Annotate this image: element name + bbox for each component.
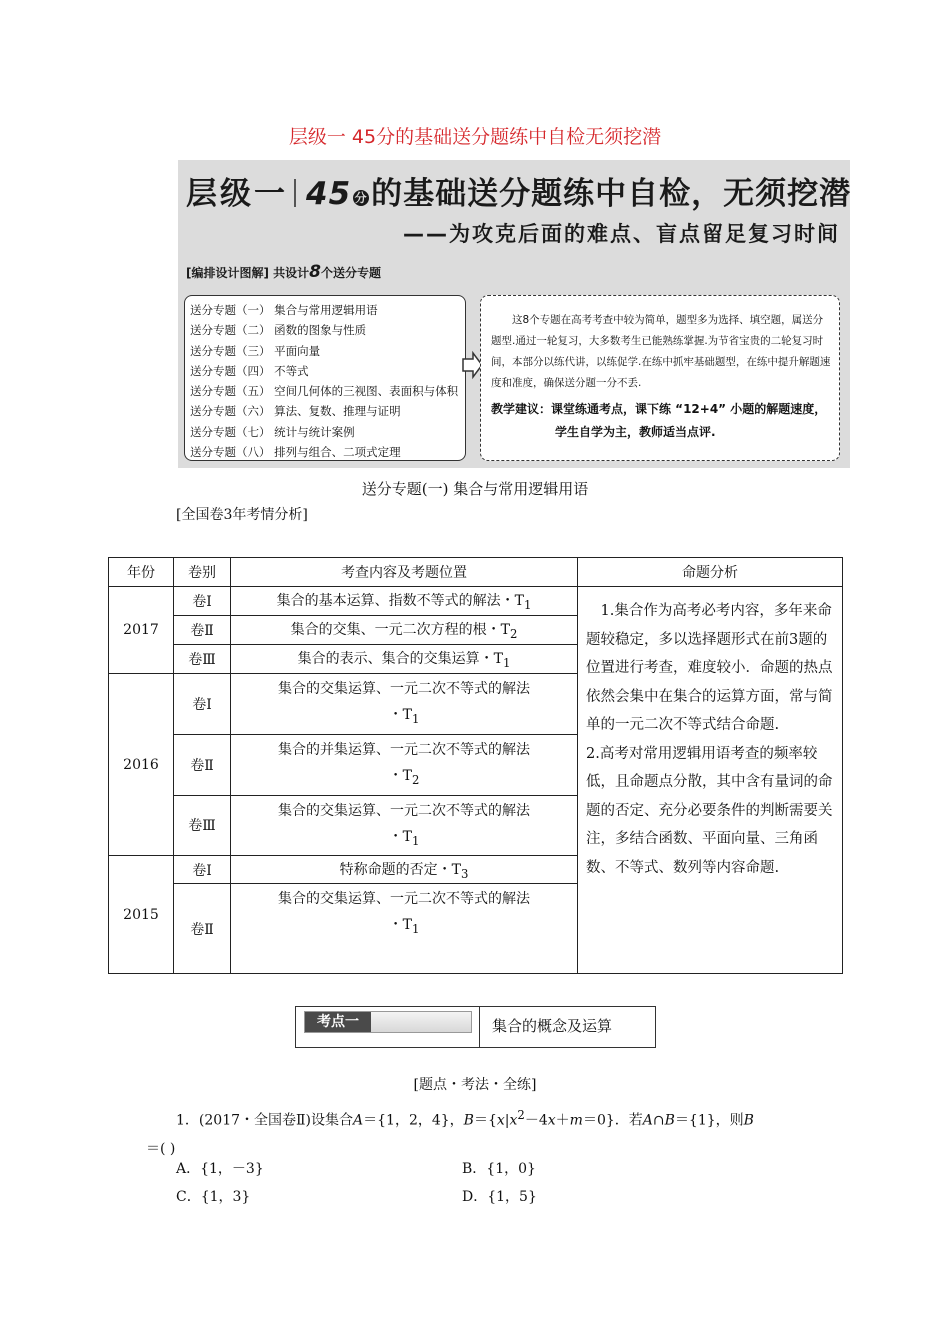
cap-sign: ∩ — [652, 1112, 665, 1129]
content-sub: 1 — [411, 922, 420, 937]
banner-subtitle: ——为攻克后面的难点、盲点留足复习时间 — [403, 222, 840, 246]
paper-cell: 卷Ⅲ — [174, 645, 231, 674]
question-source: (2017・全国卷Ⅱ)设集合 — [198, 1112, 353, 1129]
content-cell — [231, 734, 578, 795]
header-paper: 卷别 — [174, 558, 231, 587]
content-sub: 1 — [502, 655, 511, 670]
content-cell — [231, 795, 578, 856]
set-b-close: ＝0}．若 — [582, 1112, 643, 1129]
table-row — [109, 587, 843, 616]
set-a: ＝{1，2，4}， — [363, 1112, 464, 1129]
kaodian-tag — [304, 1011, 472, 1033]
content-tail: ・T — [388, 917, 412, 934]
year-cell: 2015 — [109, 856, 174, 974]
kaodian-label: 考点一 — [305, 1012, 371, 1032]
content-cell — [231, 587, 578, 616]
question-number: 1． — [176, 1112, 199, 1129]
content-tail: ・T — [388, 767, 412, 784]
banner-design-label — [186, 262, 381, 282]
kaodian-divider — [479, 1007, 480, 1047]
analysis-point-2: 2.高考对常用逻辑用语考查的频率较低，且命题点分散，其中含有量词的命题的否定、充分必要条件的判断需要关注，多结合函数、平面向量、三角函数、不等式、数列等内容命题. — [586, 745, 833, 876]
content-text: 集合的基本运算、指数不等式的解法・T — [276, 593, 524, 610]
analysis-cell — [578, 587, 843, 974]
plus-sign: ＋ — [555, 1112, 570, 1129]
question-continuation: ＝( ) — [146, 1140, 176, 1157]
var-b: B — [743, 1112, 754, 1129]
var-x: x — [547, 1112, 556, 1129]
kaodian-title: 集合的概念及运算 — [492, 1017, 613, 1035]
content-sub: 2 — [509, 626, 518, 641]
year-cell: 2017 — [109, 587, 174, 674]
topic-item: 送分专题（一） 集合与常用逻辑用语 — [190, 303, 378, 317]
topic-item: 送分专题（七） 统计与统计案例 — [190, 424, 355, 439]
advice-line-2: 学生自学为主，教师适当点评. — [555, 425, 716, 439]
content-text: 集合的交集运算、一元二次不等式的解法 — [278, 681, 530, 697]
topic-item: 送分专题（二） 函数的图象与性质 — [190, 323, 367, 338]
paper-cell: 卷Ⅰ — [174, 856, 231, 884]
content-sub: 1 — [411, 711, 420, 726]
option-c: C．{1，3} — [176, 1189, 251, 1205]
set-b-open: ＝{ — [473, 1112, 497, 1129]
content-sub: 1 — [523, 597, 532, 612]
var-x: x — [496, 1112, 505, 1129]
section-subtitle: [全国卷3年考情分析] — [176, 507, 308, 523]
content-cell — [231, 856, 578, 884]
exam-analysis-table — [108, 557, 843, 974]
set-b-term: －4 — [524, 1112, 548, 1129]
paper-cell: 卷Ⅰ — [174, 674, 231, 735]
var-b: B — [463, 1112, 474, 1129]
content-cell — [231, 645, 578, 674]
paper-cell: 卷Ⅱ — [174, 884, 231, 974]
topic-item: 送分专题（四） 不等式 — [190, 363, 309, 378]
design-number: 8 — [309, 262, 321, 282]
content-sub: 3 — [460, 866, 469, 881]
condition-value: ＝{1}，则 — [674, 1112, 744, 1129]
header-year: 年份 — [109, 558, 174, 587]
banner-headline — [186, 168, 851, 213]
content-sub: 2 — [411, 772, 420, 787]
paper-cell: 卷Ⅱ — [174, 616, 231, 645]
var-b: B — [664, 1112, 675, 1129]
content-tail: ・T — [388, 828, 412, 845]
table-header-row — [109, 558, 843, 587]
content-cell — [231, 674, 578, 735]
var-x: x — [509, 1112, 518, 1129]
kaodian-box — [295, 1006, 656, 1048]
var-a: A — [353, 1112, 364, 1129]
summary-box — [480, 295, 840, 461]
advice-line-1: 教学建议：课堂练通考点，课下练 “12+4” 小题的解题速度， — [491, 402, 827, 416]
var-a: A — [642, 1112, 653, 1129]
topic-item: 送分专题（五） 空间几何体的三视图、表面积与体积 — [190, 384, 459, 399]
topic-list — [184, 295, 466, 461]
banner-score: 45 — [306, 176, 352, 212]
topic-item: 送分专题（八） 排列与组合、二项式定理 — [190, 445, 401, 460]
section-title: 送分专题(一) 集合与常用逻辑用语 — [361, 480, 589, 498]
content-text: 集合的交集运算、一元二次不等式的解法 — [278, 802, 530, 819]
content-text: 集合的并集运算、一元二次不等式的解法 — [278, 741, 530, 758]
teaching-advice — [491, 398, 831, 444]
content-text: 集合的表示、集合的交集运算・T — [297, 651, 503, 668]
content-tail: ・T — [388, 707, 412, 723]
content-cell — [231, 884, 578, 974]
analysis-point-1: 1.集合作为高考必考内容，多年来命题较稳定，多以选择题形式在前3题的位置进行考查，难度较小．命题的热点依然会集中在集合的运算方面，常与简单的一元二次不等式结合命题. — [586, 603, 833, 733]
content-sub: 1 — [411, 833, 420, 848]
summary-text: 这8个专题在高考考查中较为简单，题型多为选择、填空题，属送分题型.通过一轮复习，大多数考生已能熟练掌握.为节省宝贵的二轮复习时间，本部分以练代讲，以练促学.在练中抓牢基础题型，在练中提升解题速度和准度，确保送分题一分不丢. — [491, 314, 831, 389]
header-content: 考查内容及考题位置 — [231, 558, 578, 587]
banner-level: 层级一 — [186, 176, 288, 212]
option-b: B．{1，0} — [462, 1161, 536, 1177]
banner — [178, 160, 850, 468]
paper-cell: 卷Ⅲ — [174, 795, 231, 856]
banner-fen-badge: 分 — [354, 191, 368, 205]
set-bar: | — [504, 1112, 510, 1129]
exponent: 2 — [517, 1108, 525, 1122]
banner-headline-text: 的基础送分题练中自检，无须挖潜 — [371, 176, 852, 212]
option-a: A．{1，－3} — [176, 1161, 264, 1177]
content-text: 集合的交集、一元二次方程的根・T — [290, 622, 510, 639]
practice-heading: [题点・考法・全练] — [413, 1077, 537, 1093]
topic-item: 送分专题（三） 平面向量 — [190, 343, 321, 358]
topic-item: 送分专题（六） 算法、复数、推理与证明 — [190, 404, 401, 419]
content-text: 集合的交集运算、一元二次不等式的解法 — [278, 891, 530, 908]
year-cell: 2016 — [109, 674, 174, 856]
content-text: 特称命题的否定・T — [339, 861, 461, 878]
question-stem — [176, 1101, 838, 1135]
option-d: D．{1，5} — [462, 1189, 537, 1205]
doc-title: 层级一 45分的基础送分题练中自检无须挖潜 — [288, 126, 662, 148]
design-prefix: [编排设计图解] 共设计 — [186, 266, 310, 280]
question-1 — [146, 1101, 838, 1163]
var-m: m — [569, 1112, 583, 1129]
content-cell — [231, 616, 578, 645]
paper-cell: 卷Ⅰ — [174, 587, 231, 616]
paper-cell: 卷Ⅱ — [174, 734, 231, 795]
design-suffix: 个送分专题 — [321, 266, 382, 280]
header-analysis: 命题分析 — [578, 558, 843, 587]
banner-separator — [294, 179, 296, 207]
